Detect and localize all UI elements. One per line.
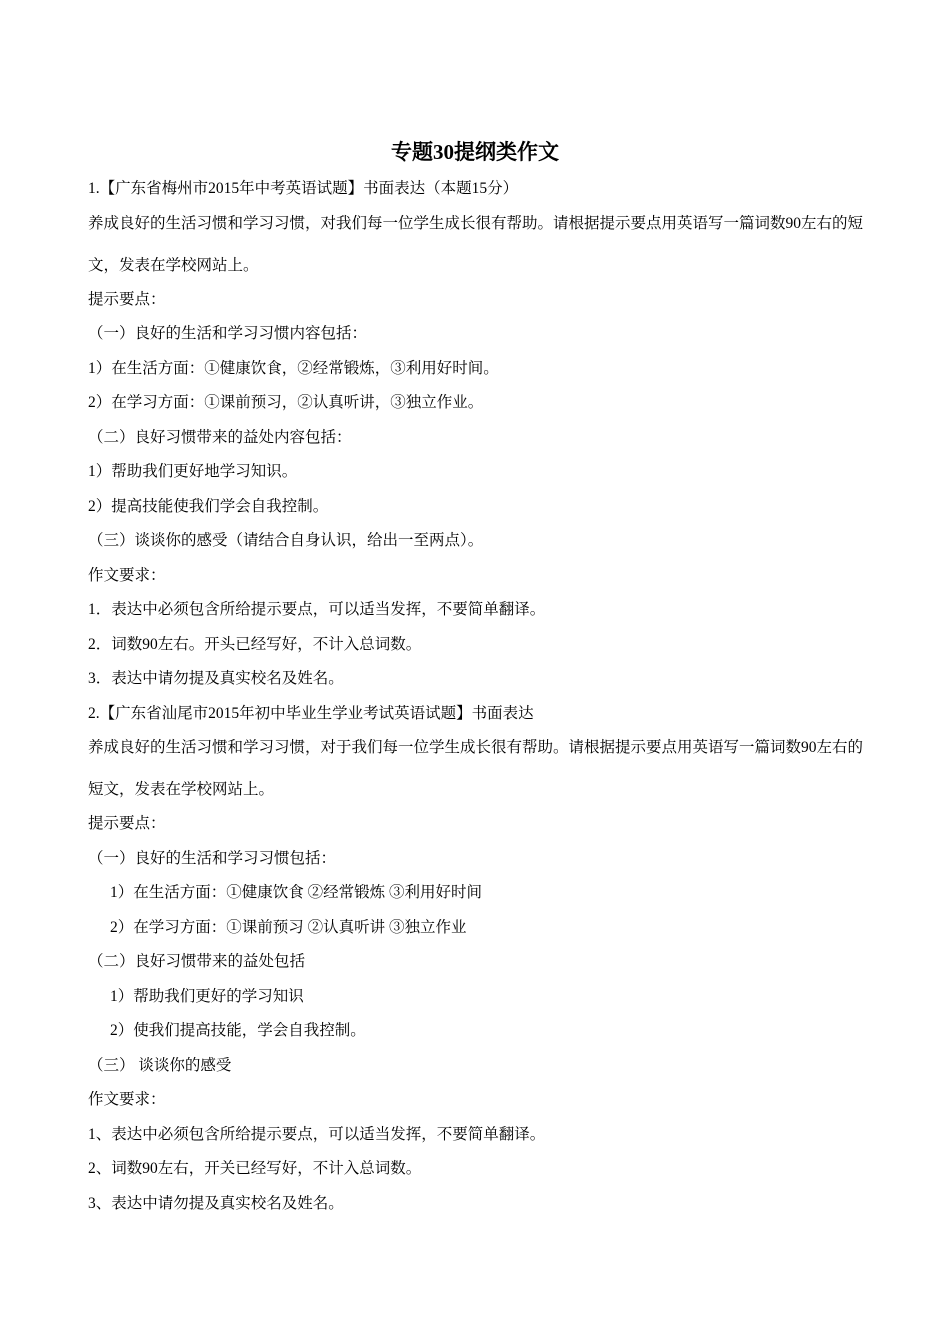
q2-point-1-title: （一）良好的生活和学习习惯包括： (88, 849, 337, 867)
document-body (88, 172, 878, 1221)
q1-requirement-1: 1．表达中必须包含所给提示要点，可以适当发挥，不要简单翻译。 (88, 601, 546, 618)
q1-heading: 1.【广东省梅州市2015年中考英语试题】书面表达（本题15分） (88, 180, 519, 197)
q1-point-1-b: 2）在学习方面：①课前预习，②认真听讲，③独立作业。 (88, 394, 484, 411)
q2-points-label: 提示要点： (88, 815, 166, 832)
q2-point-1-a: 1）在生活方面：①健康饮食 ②经常锻炼 ③利用好时间 (110, 884, 483, 901)
q1-point-2-b: 2）提高技能使我们学会自我控制。 (88, 497, 329, 515)
q2-point-1-b: 2）在学习方面：①课前预习 ②认真听讲 ③独立作业 (110, 918, 467, 936)
q1-point-3-title: （三）谈谈你的感受（请结合自身认识，给出一至两点）。 (88, 532, 484, 549)
q1-points-label: 提示要点： (88, 290, 166, 308)
q1-point-1-a: 1）在生活方面：①健康饮食，②经常锻炼，③利用好时间。 (88, 359, 499, 377)
q1-requirement-2: 2．词数90左右。开头已经写好，不计入总词数。 (88, 635, 422, 653)
q2-point-2-b: 2）使我们提高技能，学会自我控制。 (110, 1022, 366, 1039)
q2-requirements-label: 作文要求： (88, 1091, 166, 1108)
q1-point-2-a: 1）帮助我们更好地学习知识。 (88, 463, 298, 480)
q2-requirement-1: 1、表达中必须包含所给提示要点，可以适当发挥，不要简单翻译。 (88, 1125, 546, 1143)
q1-requirements-label: 作文要求： (88, 566, 166, 584)
q2-point-2-a: 1）帮助我们更好的学习知识 (110, 987, 304, 1005)
q2-heading: 2.【广东省汕尾市2015年初中毕业生学业考试英语试题】书面表达 (88, 704, 534, 722)
q1-requirement-3: 3．表达中请勿提及真实校名及姓名。 (88, 670, 344, 687)
q2-intro: 养成良好的生活习惯和学习习惯，对于我们每一位学生成长很有帮助。请根据提示要点用英语写一篇词数90左右的短文，发表在学校网站上。 (88, 739, 864, 798)
q1-intro: 养成良好的生活习惯和学习习惯，对我们每一位学生成长很有帮助。请根据提示要点用英语写一篇词数90左右的短文，发表在学校网站上。 (88, 214, 864, 274)
q2-requirement-3: 3、表达中请勿提及真实校名及姓名。 (88, 1194, 344, 1212)
page-title: 专题30提纲类作文 (391, 140, 559, 164)
q1-point-1-title: （一）良好的生活和学习习惯内容包括： (88, 325, 368, 342)
q2-requirement-2: 2、词数90左右，开关已经写好，不计入总词数。 (88, 1160, 422, 1177)
q2-point-2-title: （二）良好习惯带来的益处包括 (88, 953, 306, 970)
q1-point-2-title: （二）良好习惯带来的益处内容包括： (88, 428, 352, 446)
q2-point-3-title: （三） 谈谈你的感受 (88, 1056, 232, 1074)
